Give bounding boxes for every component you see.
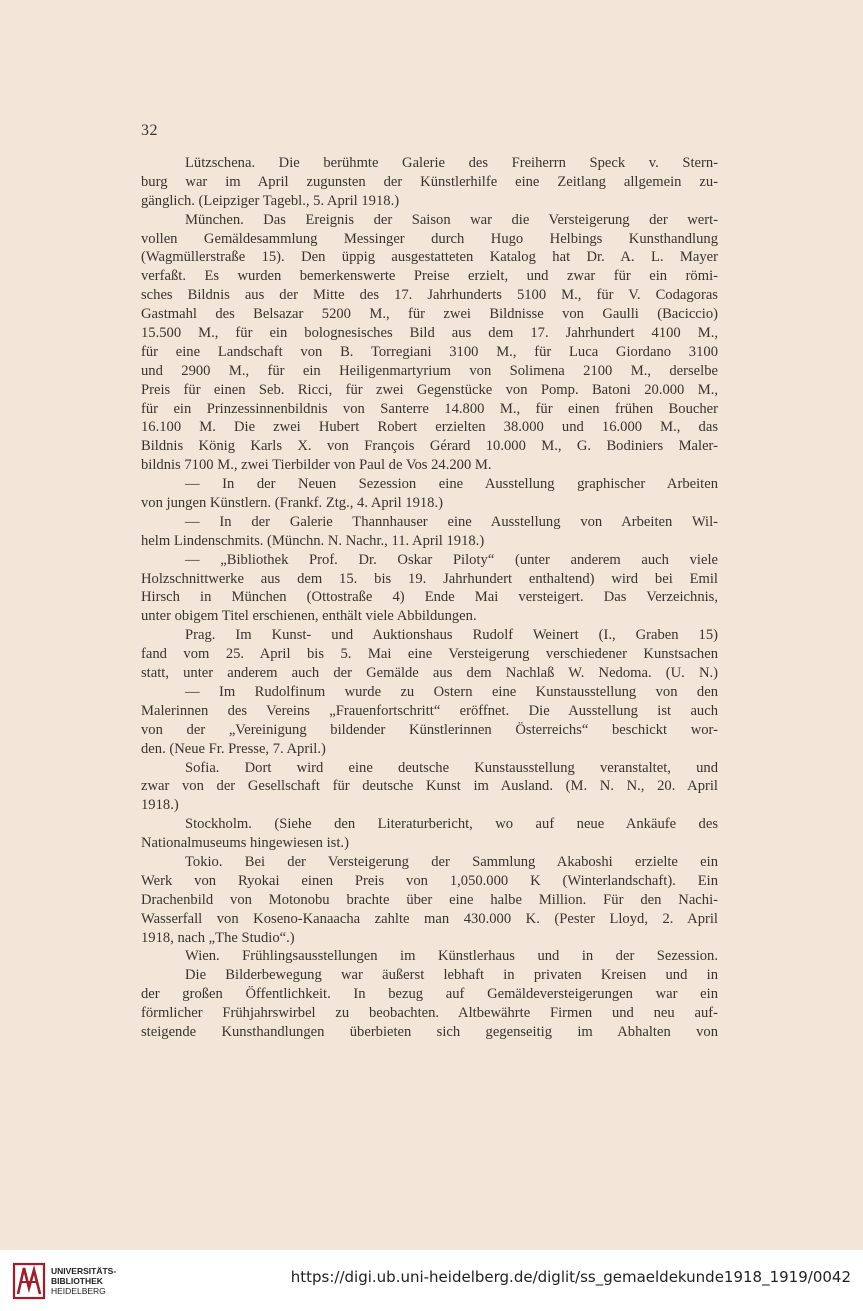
text-line: Wien. Frühlingsausstellungen im Künstlerhaus und in der Sezession.	[185, 948, 718, 965]
text-line: — „Bibliothek Prof. Dr. Oskar Piloty“ (unter anderem auch viele	[185, 551, 718, 568]
text-line: Holzschnittwerke aus dem 15. bis 19. Jahrhundert enthaltend) wird bei Emil	[141, 570, 718, 587]
text-line: — Im Rudolfinum wurde zu Ostern eine Kunstausstellung von den	[185, 683, 718, 700]
text-line: München. Das Ereignis der Saison war die Versteigerung der wert-	[185, 211, 718, 228]
footer-bar	[0, 1250, 863, 1311]
text-line: Nationalmuseums hingewiesen ist.)	[141, 835, 349, 852]
text-line: vollen Gemäldesammlung Messinger durch Hugo Helbings Kunsthandlung	[141, 230, 718, 247]
body-text	[141, 154, 718, 1042]
library-name-line-2: BIBLIOTHEK	[51, 1276, 103, 1286]
text-line: Preis für einen Seb. Ricci, für zwei Gegenstücke von Pomp. Batoni 20.000 M.,	[141, 381, 718, 398]
text-line: Wasserfall von Koseno-Kanaacha zahlte man 430.000 K. (Pester Lloyd, 2. April	[141, 910, 718, 927]
text-line: Malerinnen des Vereins „Frauenfortschritt“ eröffnet. Die Ausstellung ist auch	[141, 702, 718, 719]
permalink-url[interactable]: https://digi.ub.uni-heidelberg.de/diglit/ss_gemaeldekunde1918_1919/0042	[290, 1268, 851, 1286]
text-line: fand vom 25. April bis 5. Mai eine Versteigerung verschiedener Kunstsachen	[141, 646, 718, 663]
text-line: Lützschena. Die berühmte Galerie des Freiherrn Speck v. Stern-	[185, 155, 718, 171]
text-line: Stockholm. (Siehe den Literaturbericht, wo auf neue Ankäufe des	[185, 816, 718, 833]
text-line: 1918, nach „The Studio“.)	[141, 929, 295, 946]
text-line: förmlicher Frühjahrswirbel zu beobachten. Altbewährte Firmen und neu auf-	[141, 1005, 718, 1022]
text-line: verfaßt. Es wurden bemerkenswerte Preise erzielt, und zwar für ein römi-	[141, 268, 718, 285]
text-line: Werk von Ryokai einen Preis von 1,050.000 K (Winterlandschaft). Ein	[141, 872, 718, 889]
text-line: der großen Öffentlichkeit. In bezug auf Gemäldeversteigerungen war ein	[141, 986, 718, 1003]
text-line: Gastmahl des Belsazar 5200 M., für zwei Bildnisse von Gaulli (Baciccio)	[141, 306, 718, 323]
text-line: — In der Neuen Sezession eine Ausstellung graphischer Arbeiten	[185, 476, 718, 493]
library-name-line-3: HEIDELBERG	[51, 1286, 106, 1296]
text-line: und 2900 M., für ein Heiligenmartyrium von Solimena 2100 M., derselbe	[141, 362, 718, 379]
text-line: 15.500 M., für ein bolognesisches Bild aus dem 17. Jahrhundert 4100 M.,	[141, 325, 718, 342]
text-line: Sofia. Dort wird eine deutsche Kunstausstellung veranstaltet, und	[185, 759, 718, 776]
page-number: 32	[141, 122, 158, 139]
text-line: Drachenbild von Motonobu brachte über eine halbe Million. Für den Nachi-	[141, 891, 718, 908]
text-line: helm Lindenschmits. (Münchn. N. Nachr., 11. April 1918.)	[141, 532, 485, 549]
text-line: den. (Neue Fr. Presse, 7. April.)	[141, 740, 326, 757]
text-line: von der „Vereinigung bildender Künstlerinnen Österreichs“ beschickt wor-	[141, 721, 718, 738]
text-line: — In der Galerie Thannhauser eine Ausstellung von Arbeiten Wil-	[185, 513, 718, 530]
text-line: Die Bilderbewegung war äußerst lebhaft in privaten Kreisen und in	[185, 967, 718, 984]
text-line: unter obigem Titel erschienen, enthält viele Abbildungen.	[141, 608, 477, 625]
text-line: steigende Kunsthandlungen überbieten sich gegenseitig im Abhalten von	[141, 1023, 718, 1040]
text-line: Bildnis König Karls X. von François Gérard 10.000 M., G. Bodiniers Maler-	[141, 438, 718, 455]
text-line: für ein Prinzessinnenbildnis von Santerre 14.800 M., für einen frühen Boucher	[141, 400, 718, 417]
text-line: von jungen Künstlern. (Frankf. Ztg., 4. April 1918.)	[141, 495, 443, 512]
text-line: 1918.)	[141, 797, 179, 814]
text-line: gänglich. (Leipziger Tagebl., 5. April 1918.)	[141, 192, 400, 209]
text-line: statt, unter anderem auch der Gemälde aus dem Nachlaß W. Nedoma. (U. N.)	[141, 665, 718, 682]
library-name-line-1: UNIVERSITÄTS-	[51, 1266, 117, 1276]
text-line: 16.100 M. Die zwei Hubert Robert erzielten 38.000 und 16.000 M., das	[141, 419, 718, 436]
text-line: bildnis 7100 M., zwei Tierbilder von Paul de Vos 24.200 M.	[141, 457, 492, 474]
text-line: für eine Landschaft von B. Torregiani 3100 M., für Luca Giordano 3100	[141, 343, 718, 360]
text-line: burg war im April zugunsten der Künstlerhilfe eine Zeitlang allgemein zu-	[141, 173, 718, 190]
text-line: Tokio. Bei der Versteigerung der Sammlung Akaboshi erzielte ein	[185, 853, 718, 870]
text-line: zwar von der Gesellschaft für deutsche Kunst im Ausland. (M. N. N., 20. April	[141, 778, 718, 795]
text-line: Hirsch in München (Ottostraße 4) Ende Mai versteigert. Das Verzeichnis,	[141, 589, 718, 606]
library-name	[51, 1266, 116, 1296]
text-line: (Wagmüllerstraße 15). Den üppig ausgestatteten Katalog hat Dr. A. L. Mayer	[141, 249, 718, 266]
text-line: Prag. Im Kunst- und Auktionshaus Rudolf Weinert (I., Graben 15)	[185, 627, 718, 644]
text-line: sches Bildnis aus der Mitte des 17. Jahrhunderts 5100 M., für V. Codagoras	[141, 287, 718, 304]
university-library-logo-icon	[10, 1258, 50, 1304]
